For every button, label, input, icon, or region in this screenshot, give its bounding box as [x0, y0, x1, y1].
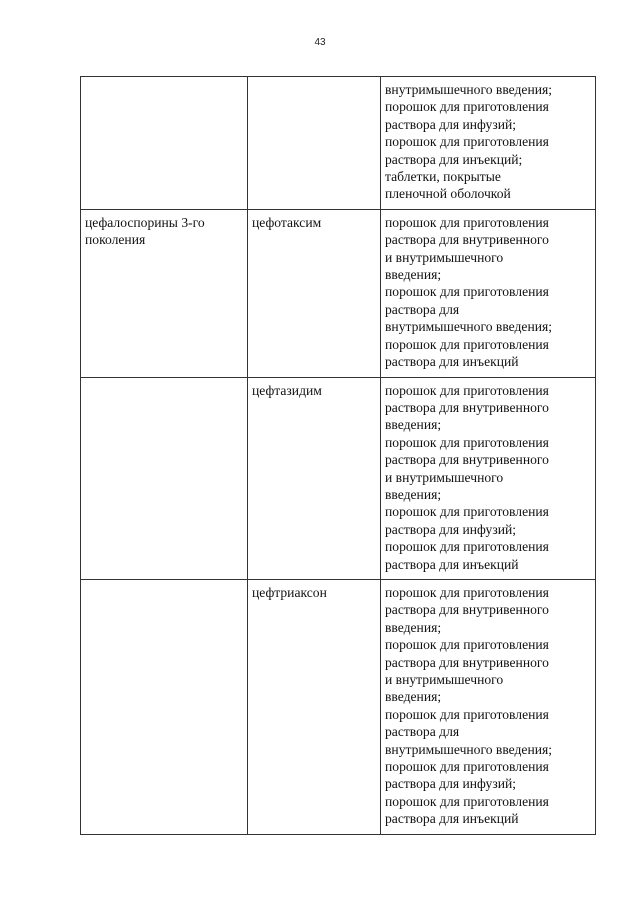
group-name-line: цефалоспорины 3-го — [85, 214, 205, 230]
dosage-form-line: раствора для инфузий; — [385, 776, 517, 792]
dosage-form-line: введения; — [385, 486, 442, 502]
dosage-forms-cell — [381, 77, 596, 210]
dosage-form-line: порошок для приготовления — [385, 759, 549, 775]
dosage-form-line: раствора для инфузий; — [385, 521, 517, 537]
dosage-form-line: раствора для внутривенного — [385, 654, 549, 670]
dosage-form-line: раствора для — [385, 301, 460, 317]
pharmacological-group-cell — [81, 77, 248, 210]
drug-name-cell: цефтриаксон — [248, 579, 381, 834]
drug-table — [80, 76, 596, 835]
dosage-form-line: порошок для приготовления — [385, 706, 549, 722]
dosage-forms-cell — [381, 377, 596, 579]
table-row — [81, 377, 596, 579]
dosage-forms-cell — [381, 209, 596, 377]
dosage-form-line: раствора для инъекций — [385, 811, 519, 827]
dosage-form-line: раствора для — [385, 724, 460, 740]
dosage-form-line: порошок для приготовления — [385, 434, 549, 450]
dosage-form-line: порошок для приготовления — [385, 584, 549, 600]
dosage-form-line: порошок для приготовления — [385, 382, 549, 398]
dosage-form-line: раствора для внутривенного — [385, 232, 549, 248]
dosage-form-line: порошок для приготовления — [385, 336, 549, 352]
group-name-line: поколения — [85, 232, 146, 248]
pharmacological-group-cell — [81, 579, 248, 834]
dosage-form-line: введения; — [385, 267, 442, 283]
dosage-form-line: раствора для инъекций — [385, 354, 519, 370]
dosage-form-line: раствора для внутривенного — [385, 602, 549, 618]
pharmacological-group-cell — [81, 377, 248, 579]
dosage-forms-cell — [381, 579, 596, 834]
drug-name-cell: цефотаксим — [248, 209, 381, 377]
page-number: 43 — [314, 37, 326, 48]
dosage-form-line: введения; — [385, 619, 442, 635]
pharmacological-group-cell — [81, 209, 248, 377]
dosage-form-line: и внутримышечного — [385, 469, 504, 485]
dosage-form-line: пленочной оболочкой — [385, 186, 511, 202]
dosage-form-line: и внутримышечного — [385, 672, 504, 687]
dosage-form-line: раствора для внутривенного — [385, 399, 549, 415]
dosage-form-line: таблетки, покрытые — [385, 169, 501, 185]
dosage-form-line: порошок для приготовления — [385, 539, 549, 555]
dosage-form-line: раствора для внутривенного — [385, 452, 549, 468]
dosage-form-line: раствора для инъекций — [385, 556, 519, 572]
dosage-form-line: порошок для приготовления — [385, 134, 549, 150]
dosage-form-line: порошок для приготовления — [385, 284, 549, 300]
dosage-form-line: порошок для приготовления — [385, 793, 549, 809]
table-row — [81, 209, 596, 377]
table-row — [81, 77, 596, 210]
dosage-form-line: и внутримышечного — [385, 249, 504, 265]
dosage-form-line: порошок для приготовления — [385, 214, 549, 230]
drug-name-cell — [248, 77, 381, 210]
dosage-form-line: порошок для приготовления — [385, 99, 549, 115]
dosage-form-line: внутримышечного введения; — [385, 82, 553, 97]
dosage-form-line: введения; — [385, 689, 442, 705]
dosage-form-line: введения; — [385, 417, 442, 433]
dosage-form-line: порошок для приготовления — [385, 637, 549, 653]
dosage-form-line: раствора для инфузий; — [385, 116, 517, 132]
dosage-form-line: порошок для приготовления — [385, 504, 549, 520]
dosage-form-line: раствора для инъекций; — [385, 151, 523, 167]
table-row — [81, 579, 596, 834]
dosage-form-line: внутримышечного введения; — [385, 319, 553, 335]
drug-name-cell: цефтазидим — [248, 377, 381, 579]
dosage-form-line: внутримышечного введения; — [385, 741, 553, 757]
